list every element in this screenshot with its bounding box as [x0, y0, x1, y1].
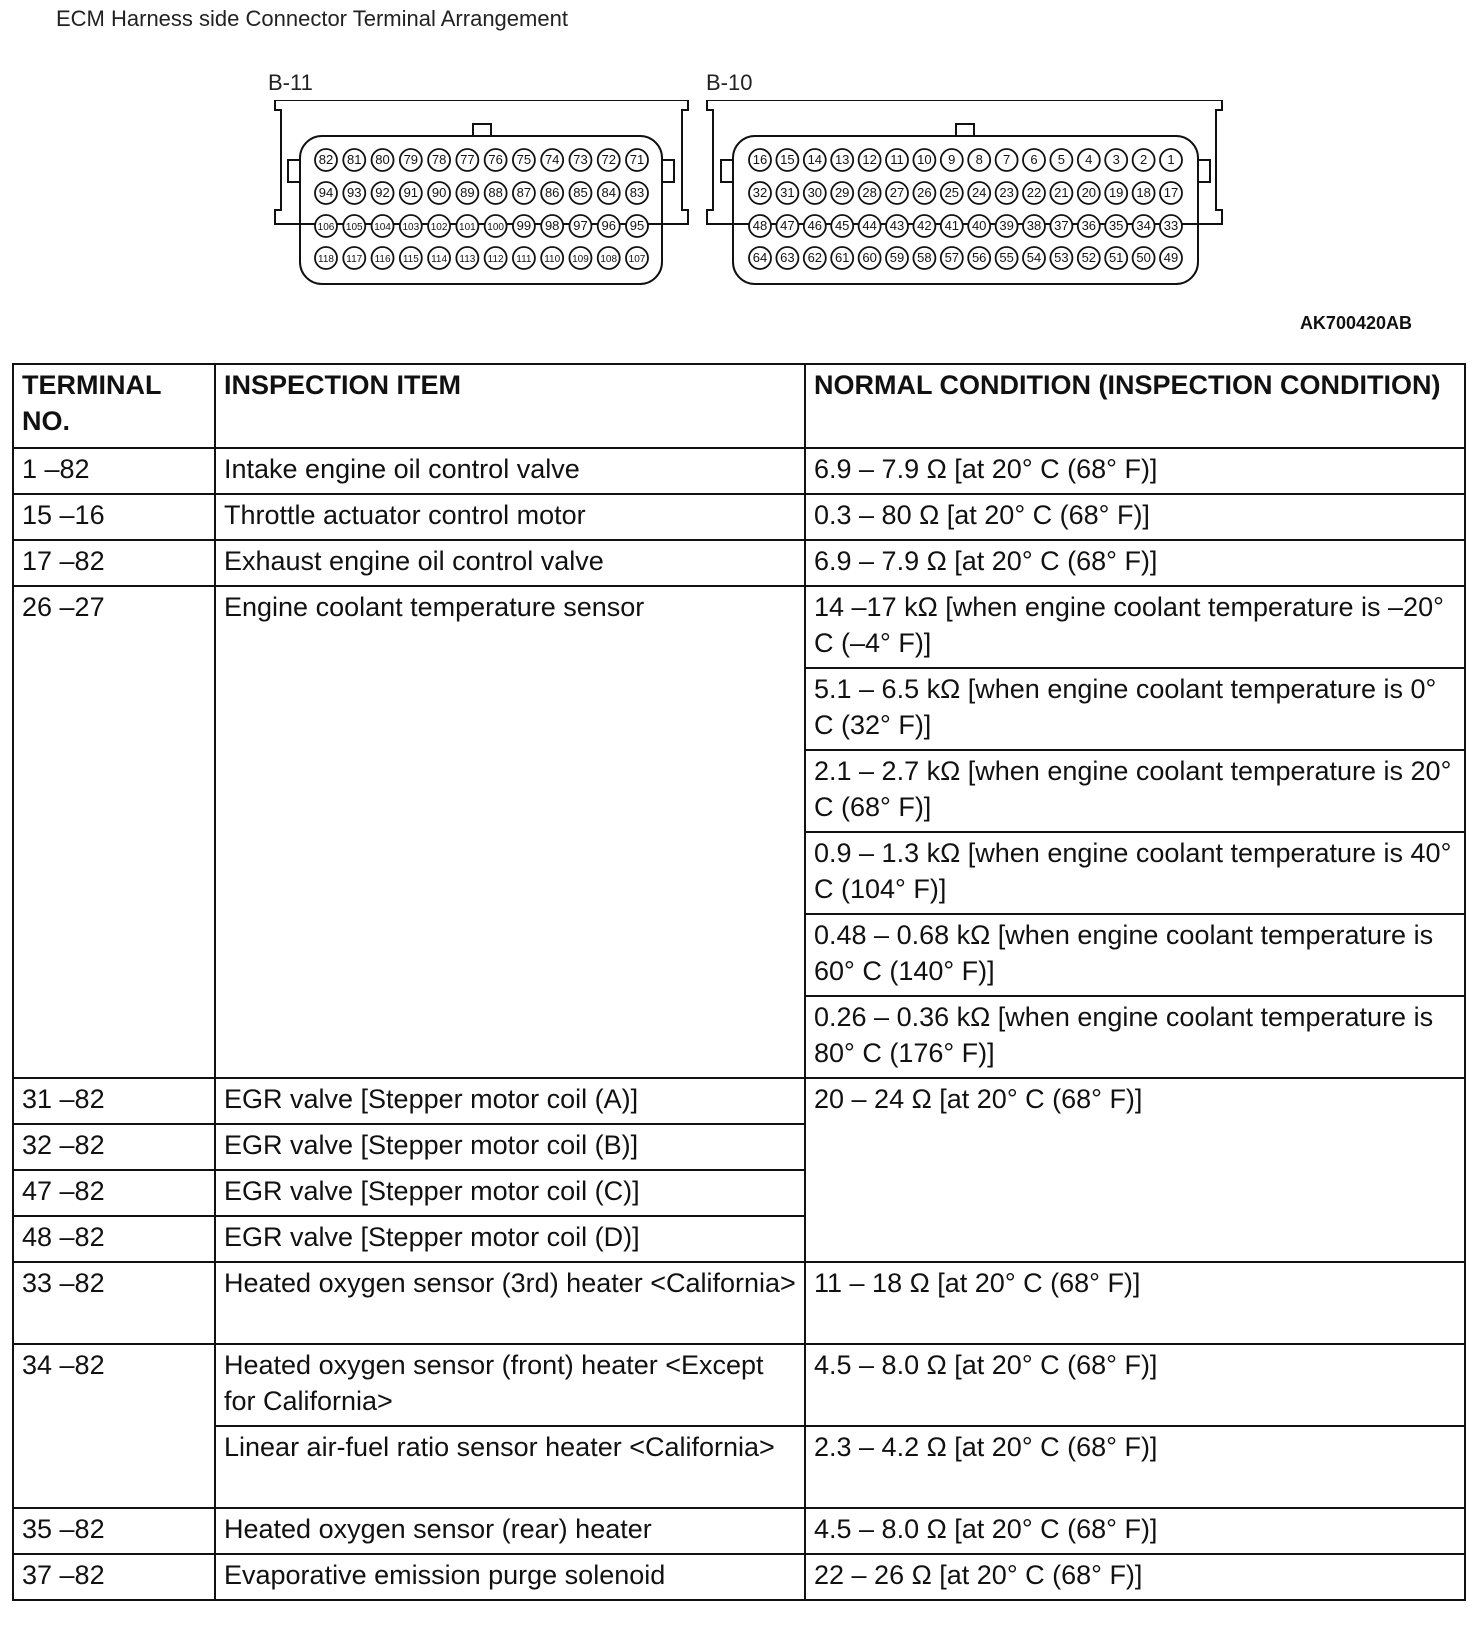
- terminal-pin-label: 101: [459, 222, 476, 233]
- terminal-pin-label: 42: [917, 218, 932, 233]
- terminal-pin-label: 63: [780, 250, 795, 265]
- header-item: INSPECTION ITEM: [215, 364, 805, 448]
- terminal-pin-label: 32: [752, 185, 768, 200]
- terminal-pin-label: 107: [628, 254, 646, 265]
- terminal-pin-label: 108: [600, 254, 618, 265]
- terminal-pin-label: 47: [780, 218, 795, 233]
- terminal-pin-label: 5: [1057, 152, 1066, 167]
- table-row: [13, 1262, 1465, 1344]
- table-row: [13, 1078, 1465, 1124]
- terminal-pin-label: 49: [1163, 250, 1179, 265]
- terminal-pin-label: 54: [1026, 250, 1042, 265]
- terminal-pin-label: 82: [318, 152, 334, 167]
- terminal-pin-label: 91: [403, 185, 419, 200]
- terminal-pin-label: 17: [1163, 185, 1179, 200]
- terminal-cell: 48 –82: [13, 1216, 215, 1262]
- condition-cell: 4.5 – 8.0 Ω [at 20° C (68° F)]: [805, 1508, 1465, 1554]
- page-title: ECM Harness side Connector Terminal Arrangement: [56, 6, 568, 31]
- terminal-pin-label: 20: [1081, 185, 1097, 200]
- terminal-pin-label: 1: [1167, 152, 1175, 167]
- terminal-pin-label: 19: [1108, 185, 1124, 200]
- terminal-pin-label: 40: [971, 218, 987, 233]
- terminal-pin-label: 116: [374, 254, 391, 265]
- terminal-cell: 15 –16: [13, 494, 215, 540]
- terminal-pin-label: 113: [459, 254, 476, 265]
- terminal-pin-label: 62: [807, 250, 823, 265]
- header-terminal: TERMINAL NO.: [13, 364, 215, 448]
- terminal-pin-label: 83: [629, 185, 645, 200]
- terminal-pin-label: 111: [516, 254, 532, 265]
- item-cell: EGR valve [Stepper motor coil (C)]: [215, 1170, 805, 1216]
- table-row: [13, 448, 1465, 494]
- terminal-pin-label: 35: [1108, 218, 1124, 233]
- terminal-pin-label: 89: [460, 185, 475, 200]
- item-cell: Evaporative emission purge solenoid: [215, 1554, 805, 1600]
- table-row: [13, 1344, 1465, 1426]
- terminal-pin-label: 105: [345, 222, 363, 233]
- terminal-pin-label: 39: [999, 218, 1014, 233]
- terminal-pin-label: 27: [889, 185, 905, 200]
- connector-b11-pins: [315, 149, 648, 269]
- terminal-pin-label: 7: [1002, 152, 1011, 167]
- terminal-pin-label: 15: [780, 152, 795, 167]
- terminal-pin-label: 30: [807, 185, 823, 200]
- connector-b10-latch-left: [721, 160, 733, 182]
- terminal-pin-label: 53: [1054, 250, 1069, 265]
- connector-label-b11: B-11: [268, 70, 313, 95]
- terminal-pin-label: 9: [948, 152, 956, 167]
- terminal-cell: 47 –82: [13, 1170, 215, 1216]
- item-cell: Heated oxygen sensor (rear) heater: [215, 1508, 805, 1554]
- terminal-pin-label: 41: [944, 218, 960, 233]
- terminal-pin-label: 45: [834, 218, 850, 233]
- terminal-pin-label: 100: [487, 222, 504, 233]
- condition-cell: 22 – 26 Ω [at 20° C (68° F)]: [805, 1554, 1465, 1600]
- item-cell: Heated oxygen sensor (front) heater <Except for California>: [215, 1344, 805, 1426]
- terminal-pin-label: 38: [1026, 218, 1042, 233]
- terminal-pin-label: 36: [1081, 218, 1097, 233]
- condition-cell: 2.3 – 4.2 Ω [at 20° C (68° F)]: [805, 1426, 1465, 1508]
- terminal-pin-label: 58: [917, 250, 932, 265]
- terminal-pin-label: 16: [752, 152, 768, 167]
- terminal-pin-label: 71: [629, 152, 645, 167]
- terminal-cell: 31 –82: [13, 1078, 215, 1124]
- item-cell: Intake engine oil control valve: [215, 448, 805, 494]
- condition-cell: 11 – 18 Ω [at 20° C (68° F)]: [805, 1262, 1465, 1344]
- terminal-pin-label: 12: [862, 152, 877, 167]
- terminal-pin-label: 46: [807, 218, 823, 233]
- terminal-pin-label: 117: [346, 254, 363, 265]
- terminal-pin-label: 11: [890, 152, 904, 167]
- terminal-pin-label: 8: [975, 152, 983, 167]
- condition-cell: 0.3 – 80 Ω [at 20° C (68° F)]: [805, 494, 1465, 540]
- item-cell: Linear air-fuel ratio sensor heater <California>: [215, 1426, 805, 1508]
- terminal-pin-label: 31: [780, 185, 795, 200]
- condition-cell: 5.1 – 6.5 kΩ [when engine coolant temperature is 0° C (32° F)]: [805, 668, 1465, 750]
- terminal-pin-label: 28: [862, 185, 877, 200]
- terminal-pin-label: 21: [1054, 185, 1069, 200]
- item-cell: Engine coolant temperature sensor: [215, 586, 805, 1078]
- terminal-pin-label: 88: [488, 185, 503, 200]
- terminal-pin-label: 4: [1085, 152, 1093, 167]
- item-cell: EGR valve [Stepper motor coil (D)]: [215, 1216, 805, 1262]
- terminal-pin-label: 55: [999, 250, 1014, 265]
- terminal-pin-label: 72: [601, 152, 616, 167]
- condition-cell: 0.26 – 0.36 kΩ [when engine coolant temperature is 80° C (176° F)]: [805, 996, 1465, 1078]
- terminal-pin-label: 97: [573, 218, 588, 233]
- terminal-cell: 1 –82: [13, 448, 215, 494]
- terminal-pin-label: 74: [544, 152, 560, 167]
- terminal-pin-label: 29: [834, 185, 850, 200]
- condition-cell: 0.48 – 0.68 kΩ [when engine coolant temperature is 60° C (140° F)]: [805, 914, 1465, 996]
- connector-b10: [707, 100, 1222, 284]
- terminal-pin-label: 22: [1026, 185, 1042, 200]
- connector-b10-latch-right: [1198, 160, 1210, 182]
- table-row: [13, 540, 1465, 586]
- terminal-pin-label: 14: [807, 152, 823, 167]
- header-condition: NORMAL CONDITION (INSPECTION CONDITION): [805, 364, 1465, 448]
- terminal-pin-label: 94: [318, 185, 334, 200]
- terminal-pin-label: 33: [1163, 218, 1179, 233]
- condition-cell: 6.9 – 7.9 Ω [at 20° C (68° F)]: [805, 448, 1465, 494]
- terminal-pin-label: 23: [999, 185, 1014, 200]
- terminal-pin-label: 95: [629, 218, 645, 233]
- terminal-cell: 33 –82: [13, 1262, 215, 1344]
- connector-b11: [275, 100, 688, 284]
- terminal-pin-label: 43: [889, 218, 905, 233]
- terminal-pin-label: 114: [431, 254, 448, 265]
- terminal-pin-label: 115: [402, 254, 419, 265]
- terminal-pin-label: 77: [460, 152, 475, 167]
- terminal-pin-label: 81: [347, 152, 362, 167]
- connector-label-b10: B-10: [706, 70, 753, 95]
- table-header-row: [13, 364, 1465, 448]
- terminal-pin-label: 118: [318, 254, 334, 265]
- item-cell: Exhaust engine oil control valve: [215, 540, 805, 586]
- terminal-pin-label: 24: [971, 185, 987, 200]
- table-row: [13, 586, 1465, 668]
- terminal-pin-label: 103: [402, 222, 420, 233]
- terminal-cell: 37 –82: [13, 1554, 215, 1600]
- terminal-pin-label: 64: [752, 250, 768, 265]
- connector-b10-face: [733, 136, 1198, 284]
- connector-b10-key: [956, 124, 974, 136]
- terminal-pin-label: 61: [834, 250, 850, 265]
- terminal-pin-label: 84: [601, 185, 616, 200]
- terminal-pin-label: 78: [431, 152, 447, 167]
- table-row: [13, 1554, 1465, 1600]
- item-cell: Throttle actuator control motor: [215, 494, 805, 540]
- terminal-pin-label: 112: [487, 254, 504, 265]
- terminal-pin-label: 99: [516, 218, 532, 233]
- terminal-pin-label: 86: [544, 185, 560, 200]
- terminal-pin-label: 57: [944, 250, 960, 265]
- terminal-pin-label: 6: [1030, 152, 1038, 167]
- condition-cell: 2.1 – 2.7 kΩ [when engine coolant temperature is 20° C (68° F)]: [805, 750, 1465, 832]
- condition-cell: 0.9 – 1.3 kΩ [when engine coolant temperature is 40° C (104° F)]: [805, 832, 1465, 914]
- terminal-pin-label: 13: [834, 152, 850, 167]
- terminal-pin-label: 110: [544, 254, 561, 265]
- terminal-pin-label: 48: [752, 218, 768, 233]
- terminal-pin-label: 37: [1054, 218, 1069, 233]
- terminal-pin-label: 106: [317, 222, 335, 233]
- connector-b11-latch-right: [662, 160, 674, 182]
- item-cell: EGR valve [Stepper motor coil (A)]: [215, 1078, 805, 1124]
- terminal-pin-label: 10: [917, 152, 932, 167]
- terminal-pin-label: 18: [1136, 185, 1151, 200]
- terminal-pin-label: 79: [403, 152, 419, 167]
- terminal-pin-label: 56: [971, 250, 987, 265]
- item-cell: EGR valve [Stepper motor coil (B)]: [215, 1124, 805, 1170]
- condition-cell: 14 –17 kΩ [when engine coolant temperature is –20° C (–4° F)]: [805, 586, 1465, 668]
- terminal-cell: 26 –27: [13, 586, 215, 1078]
- terminal-pin-label: 60: [862, 250, 877, 265]
- condition-cell: 6.9 – 7.9 Ω [at 20° C (68° F)]: [805, 540, 1465, 586]
- terminal-cell: 32 –82: [13, 1124, 215, 1170]
- terminal-pin-label: 50: [1136, 250, 1151, 265]
- terminal-pin-label: 51: [1108, 250, 1124, 265]
- inspection-table: [12, 363, 1466, 1601]
- terminal-pin-label: 96: [601, 218, 616, 233]
- condition-cell: 20 – 24 Ω [at 20° C (68° F)]: [805, 1078, 1465, 1262]
- terminal-pin-label: 102: [430, 222, 448, 233]
- terminal-pin-label: 59: [889, 250, 905, 265]
- terminal-pin-label: 3: [1112, 152, 1120, 167]
- terminal-pin-label: 90: [431, 185, 447, 200]
- terminal-pin-label: 52: [1081, 250, 1097, 265]
- connector-diagram: [0, 100, 1472, 300]
- condition-cell: 4.5 – 8.0 Ω [at 20° C (68° F)]: [805, 1344, 1465, 1426]
- table-row: [13, 1426, 1465, 1508]
- terminal-pin-label: 26: [917, 185, 932, 200]
- terminal-pin-label: 104: [374, 222, 391, 233]
- terminal-pin-label: 87: [516, 185, 532, 200]
- terminal-pin-label: 93: [347, 185, 362, 200]
- connector-b10-pins: [749, 149, 1182, 269]
- terminal-pin-label: 44: [862, 218, 877, 233]
- connector-b11-latch-left: [288, 160, 300, 182]
- table-row: [13, 1508, 1465, 1554]
- terminal-pin-label: 85: [573, 185, 588, 200]
- terminal-pin-label: 109: [572, 254, 589, 265]
- terminal-pin-label: 2: [1139, 152, 1148, 167]
- terminal-pin-label: 98: [544, 218, 560, 233]
- terminal-pin-label: 75: [516, 152, 532, 167]
- table-row: [13, 494, 1465, 540]
- terminal-pin-label: 76: [488, 152, 503, 167]
- item-cell: Heated oxygen sensor (3rd) heater <California>: [215, 1262, 805, 1344]
- figure-code: AK700420AB: [1299, 313, 1412, 333]
- terminal-cell: 35 –82: [13, 1508, 215, 1554]
- terminal-pin-label: 73: [573, 152, 588, 167]
- terminal-pin-label: 80: [375, 152, 390, 167]
- connector-b11-key: [473, 124, 491, 136]
- terminal-pin-label: 25: [944, 185, 960, 200]
- terminal-cell: 17 –82: [13, 540, 215, 586]
- terminal-pin-label: 92: [375, 185, 390, 200]
- terminal-cell: 34 –82: [13, 1344, 215, 1508]
- terminal-pin-label: 34: [1136, 218, 1151, 233]
